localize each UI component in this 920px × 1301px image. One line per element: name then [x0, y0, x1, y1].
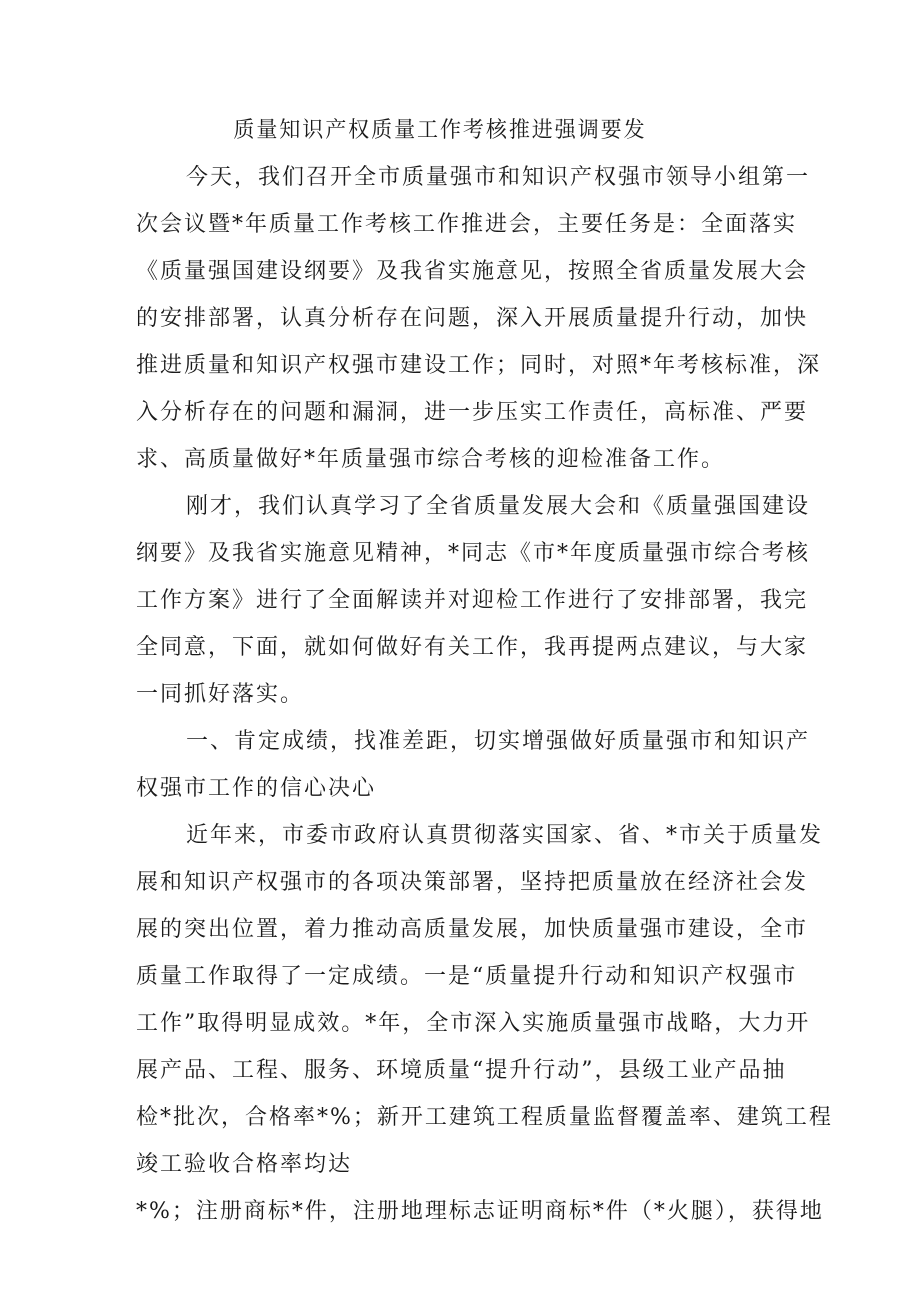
paragraph-2-line-5: 一同抓好落实。	[136, 682, 305, 707]
paragraph-3-line-8: 竣工验收合格率均达	[136, 1152, 353, 1177]
paragraph-2-line-2: 纲要》及我省实施意见精神，*同志《市*年度质量强市综合考核	[136, 541, 811, 566]
paragraph-3-line-9: *%；注册商标*件，注册地理标志证明商标*件（*火腿），获得地	[136, 1199, 824, 1224]
paragraph-3-line-2: 展和知识产权强市的各项决策部署，坚持把质量放在经济社会发	[136, 870, 809, 895]
paragraph-3-line-7: 检*批次，合格率*%；新开工建筑工程质量监督覆盖率、建筑工程	[136, 1105, 833, 1130]
paragraph-1-line-7: 求、高质量做好*年质量强市综合考核的迎检准备工作。	[136, 447, 726, 472]
paragraph-2-line-3: 工作方案》进行了全面解读并对迎检工作进行了安排部署，我完	[136, 588, 809, 613]
paragraph-3-line-3: 展的突出位置，着力推动高质量发展，加快质量强市建设，全市	[136, 917, 809, 942]
section-heading-line-2: 权强市工作的信心决心	[136, 776, 377, 801]
paragraph-2-line-1: 刚才，我们认真学习了全省质量发展大会和《质量强国建设	[186, 494, 811, 519]
paragraph-3-line-6: 展产品、工程、服务、环境质量“提升行动”，县级工业产品抽	[136, 1058, 787, 1083]
paragraph-1-line-5: 推进质量和知识产权强市建设工作；同时，对照*年考核标准，深	[136, 353, 822, 378]
paragraph-2-line-4: 全同意，下面，就如何做好有关工作，我再提两点建议，与大家	[136, 635, 809, 660]
document-title: 质量知识产权质量工作考核推进强调要发	[233, 118, 647, 143]
paragraph-1-line-4: 的安排部署，认真分析存在问题，深入开展质量提升行动，加快	[136, 306, 809, 331]
paragraph-1-line-2: 次会议暨*年质量工作考核工作推进会，主要任务是：全面落实	[136, 212, 798, 237]
section-heading-line-1: 一、肯定成绩，找准差距，切实增强做好质量强市和知识产	[186, 729, 811, 754]
paragraph-1-line-6: 入分析存在的问题和漏洞，进一步压实工作责任，高标准、严要	[136, 400, 809, 425]
paragraph-3-line-1: 近年来，市委市政府认真贯彻落实国家、省、*市关于质量发	[186, 823, 824, 848]
paragraph-3-line-4: 质量工作取得了一定成绩。一是“质量提升行动和知识产权强市	[136, 964, 798, 989]
paragraph-1-line-1: 今天，我们召开全市质量强市和知识产权强市领导小组第一	[186, 165, 811, 190]
paragraph-1-line-3: 《质量强国建设纲要》及我省实施意见，按照全省质量发展大会	[136, 259, 809, 284]
paragraph-3-line-5: 工作”取得明显成效。*年，全市深入实施质量强市战略，大力开	[136, 1011, 811, 1036]
